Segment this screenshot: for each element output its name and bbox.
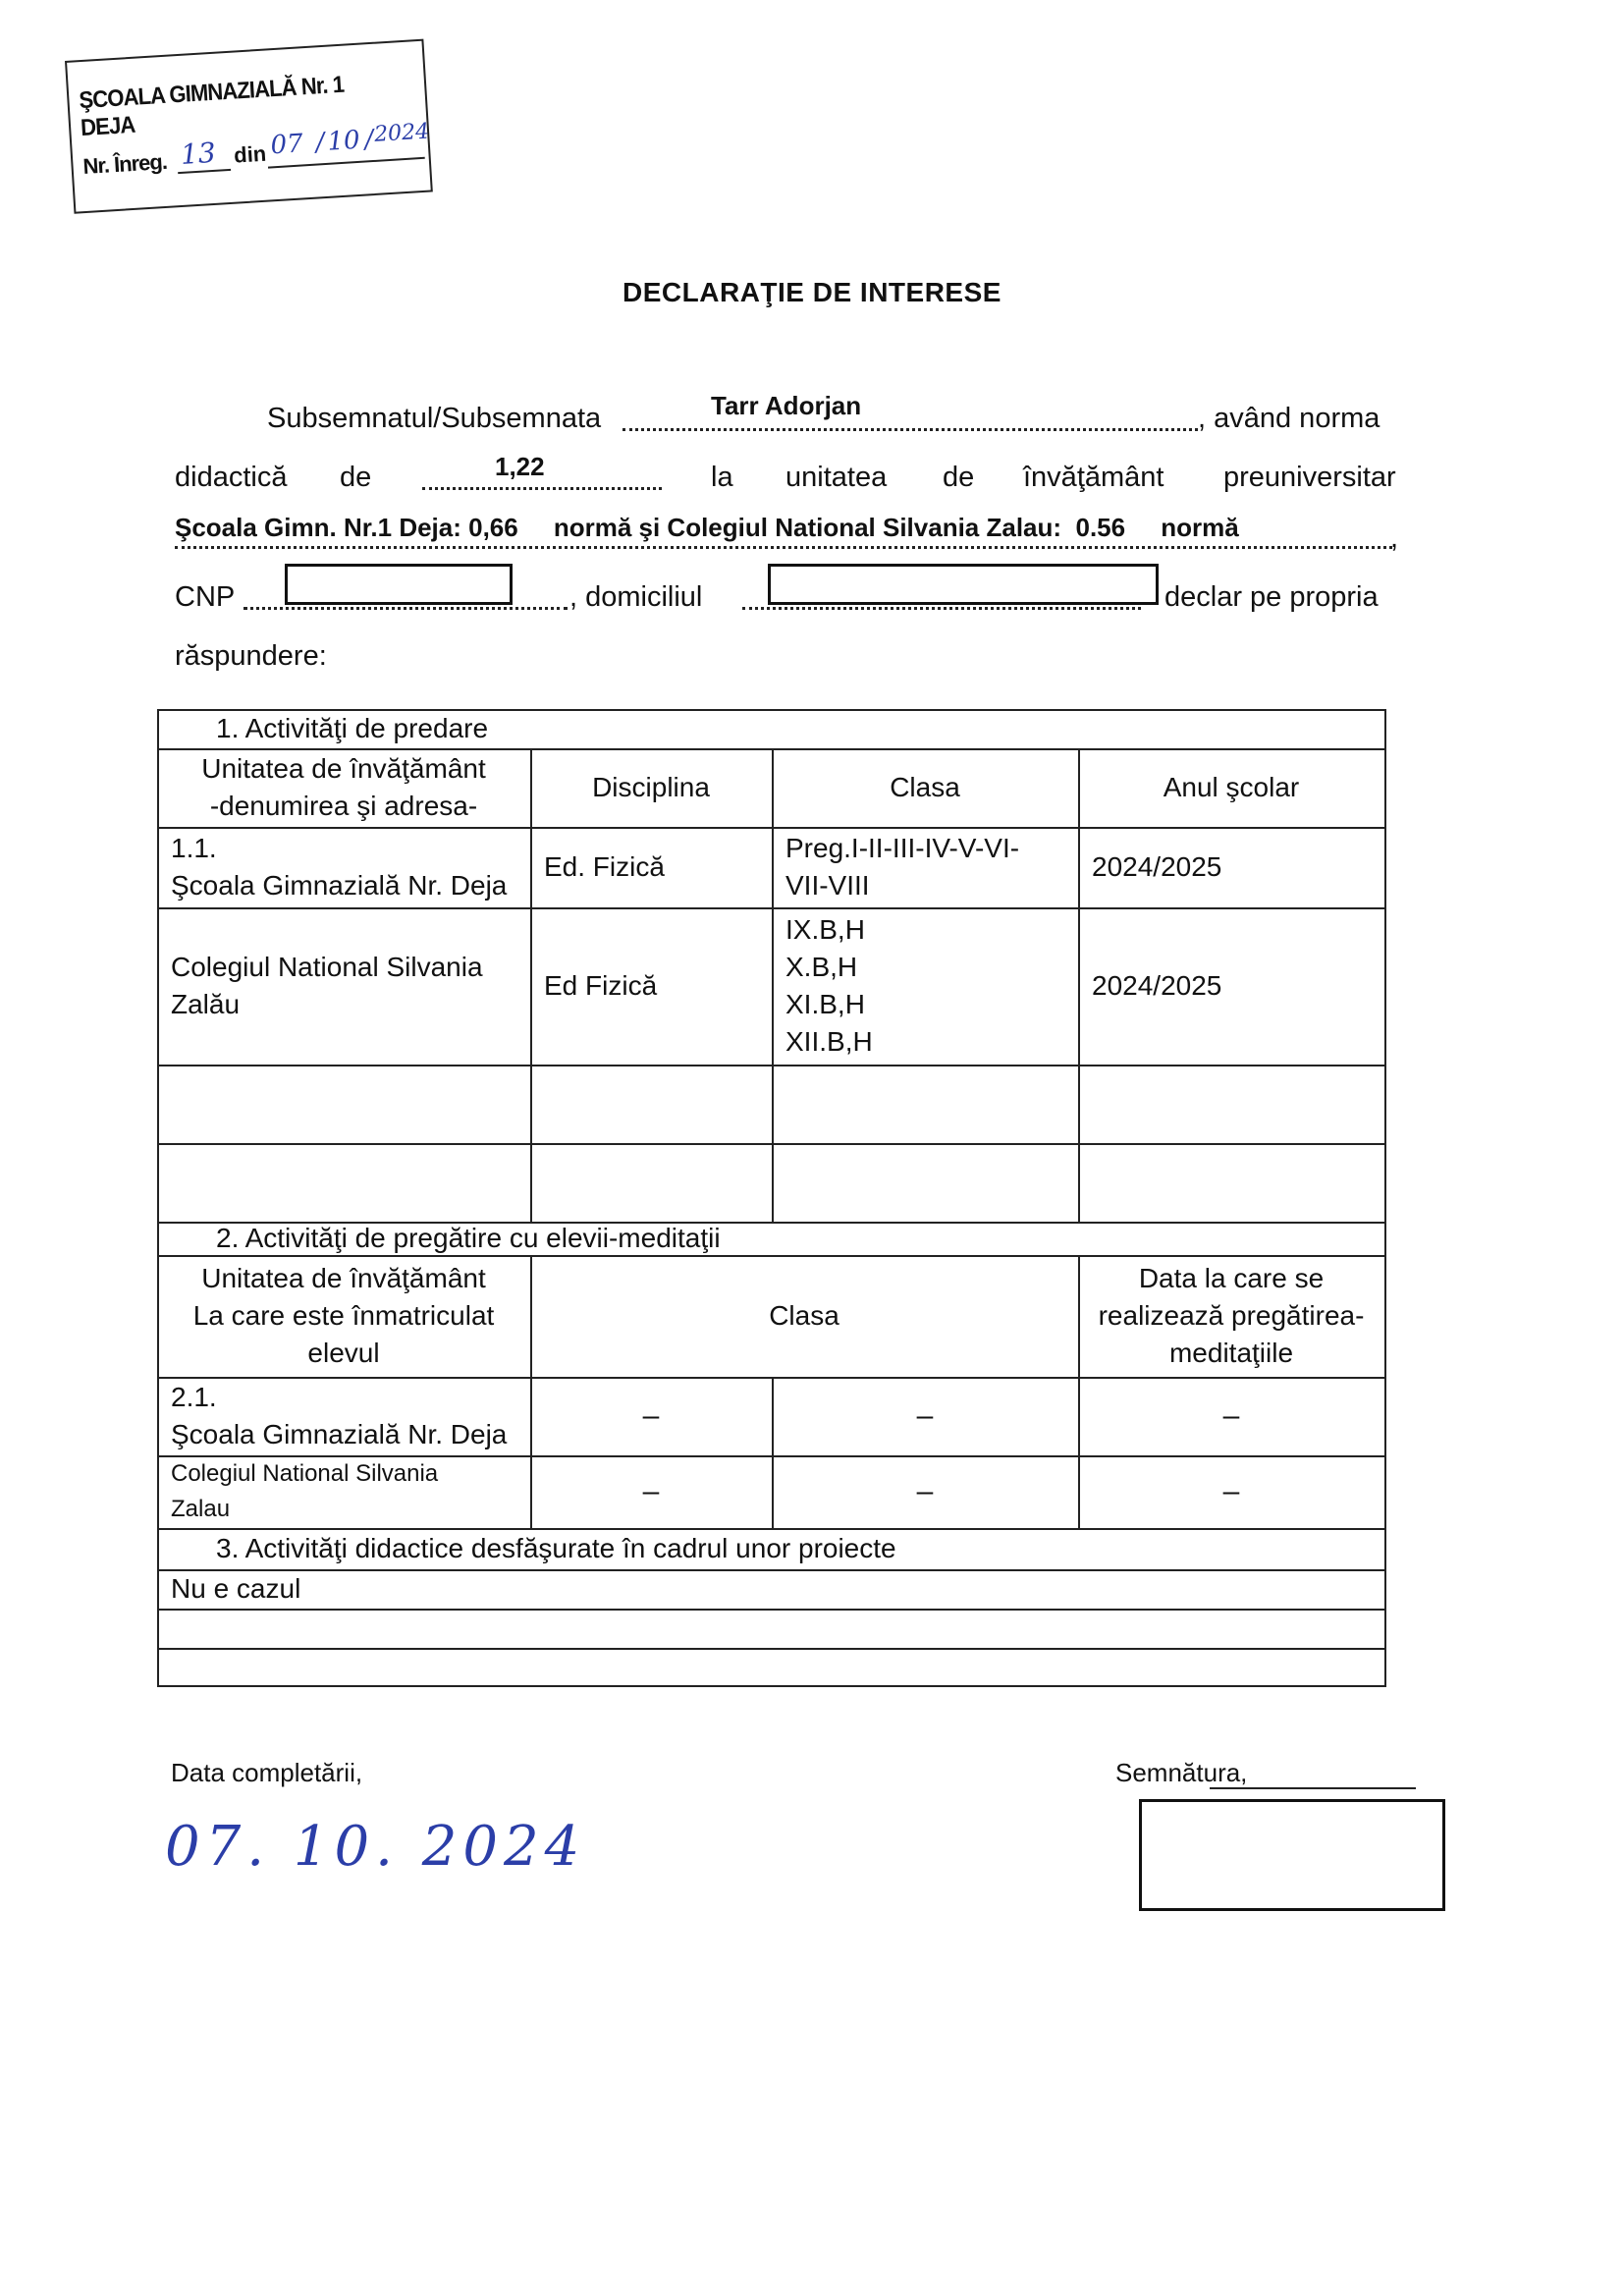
norma-dotted-line [422, 487, 662, 490]
stamp-slash-2: / [363, 124, 375, 155]
preuniversitar-word: preuniversitar [1223, 462, 1396, 493]
name-dotted-line [623, 428, 1198, 431]
s2-row2-c2: – [916, 1475, 934, 1507]
date-label: Data completării, [171, 1758, 363, 1787]
s2-header-clasa: Clasa [769, 1300, 839, 1331]
la-word: la [711, 462, 733, 493]
row1-unit: 1.1. Şcoala Gimnazială Nr. Deja [171, 833, 508, 901]
s2-header-unit: Unitatea de învăţământ La care este înmatriculat elevul [192, 1263, 495, 1368]
row1-clasa: Preg.I-II-III-IV-V-VI- VII-VIII [785, 833, 1020, 901]
row1-anul: 2024/2025 [1092, 851, 1222, 882]
rule [1384, 709, 1386, 1687]
rule [157, 1648, 1386, 1650]
stamp-school-name: ŞCOALA GIMNAZIALĂ Nr. 1 DEJA [78, 71, 345, 142]
row2-clasa: IX.B,H X.B,H XI.B,H XII.B,H [785, 914, 873, 1057]
section3-row1: Nu e cazul [171, 1573, 301, 1604]
section2-heading: 2. Activităţi de pregătire cu elevii-meditaţii [216, 1223, 721, 1253]
domiciliul-label: , domiciliul [569, 581, 703, 613]
date-value-handwritten: 07. 10. 2024 [165, 1815, 586, 1879]
units-comma: , [1390, 522, 1399, 554]
row1-disciplina: Ed. Fizică [544, 851, 665, 882]
s2-row1-unit: 2.1. Şcoala Gimnazială Nr. Deja [171, 1382, 508, 1449]
s2-row1-c1: – [642, 1399, 660, 1432]
stamp-din-label: din [233, 140, 267, 168]
cnp-redaction-box [285, 564, 513, 605]
address-redaction-box [768, 564, 1159, 605]
document-title: DECLARAŢIE DE INTERESE [623, 277, 1001, 307]
de2-word: de [943, 462, 975, 493]
s2-row1-c2: – [916, 1399, 934, 1432]
section1-heading: 1. Activităţi de predare [216, 713, 489, 743]
s2-row1-c3: – [1222, 1399, 1240, 1432]
row2-anul: 2024/2025 [1092, 970, 1222, 1001]
subsemnatul-label: Subsemnatul/Subsemnata [267, 403, 602, 434]
signature-line [1210, 1787, 1416, 1789]
header-clasa: Clasa [890, 772, 960, 802]
cnp-dotted-line [244, 607, 568, 610]
stamp-date-day: 07 [269, 129, 304, 161]
section3-heading: 3. Activităţi didactice desfăşurate în cadrul unor proiecte [216, 1533, 896, 1563]
raspundere-text: răspundere: [175, 640, 327, 672]
s2-row2-c1: – [642, 1475, 660, 1507]
norma-value: 1,22 [495, 452, 545, 481]
row2-unit: Colegiul National Silvania Zalău [171, 952, 483, 1019]
domiciliul-dotted-line [742, 607, 1141, 610]
s2-row2-c3: – [1222, 1475, 1240, 1507]
header-anul: Anul şcolar [1163, 772, 1300, 802]
cnp-label: CNP [175, 581, 236, 613]
units-norma-line: Şcoala Gimn. Nr.1 Deja: 0,66 normă şi Colegiul National Silvania Zalau: 0.56 normă [175, 513, 1239, 542]
header-unit: Unitatea de învăţământ -denumirea şi adresa- [201, 753, 486, 821]
rule [157, 1609, 1386, 1611]
units-dotted-line [175, 546, 1392, 549]
stamp-date-month: 10 [326, 125, 361, 157]
declar-text: declar pe propria [1164, 581, 1379, 613]
de-word: de [340, 462, 372, 493]
invatamant-word: învăţământ [1023, 462, 1164, 493]
unitatea-word: unitatea [785, 462, 888, 493]
signature-label: Semnătura, [1115, 1758, 1248, 1787]
signature-redaction-box [1139, 1799, 1445, 1911]
row2-disciplina: Ed Fizică [544, 970, 658, 1001]
stamp-slash-1: / [314, 128, 326, 158]
stamp-reg-number: 13 [180, 136, 217, 171]
avand-norma-text: , având norma [1198, 403, 1380, 434]
declarant-name: Tarr Adorjan [711, 391, 862, 420]
s2-header-data: Data la care se realizează pregătirea- meditaţiile [1098, 1263, 1365, 1368]
stamp-date-year: 2024 [373, 119, 430, 147]
interests-table [157, 709, 1386, 1687]
registration-stamp [65, 39, 433, 214]
stamp-reg-label: Nr. Înreg. [81, 148, 168, 180]
header-disciplina: Disciplina [592, 772, 710, 802]
didactica-word: didactică [175, 462, 288, 493]
s2-row2-unit: Colegiul National Silvania Zalau [171, 1460, 439, 1522]
rule [157, 1685, 1386, 1687]
